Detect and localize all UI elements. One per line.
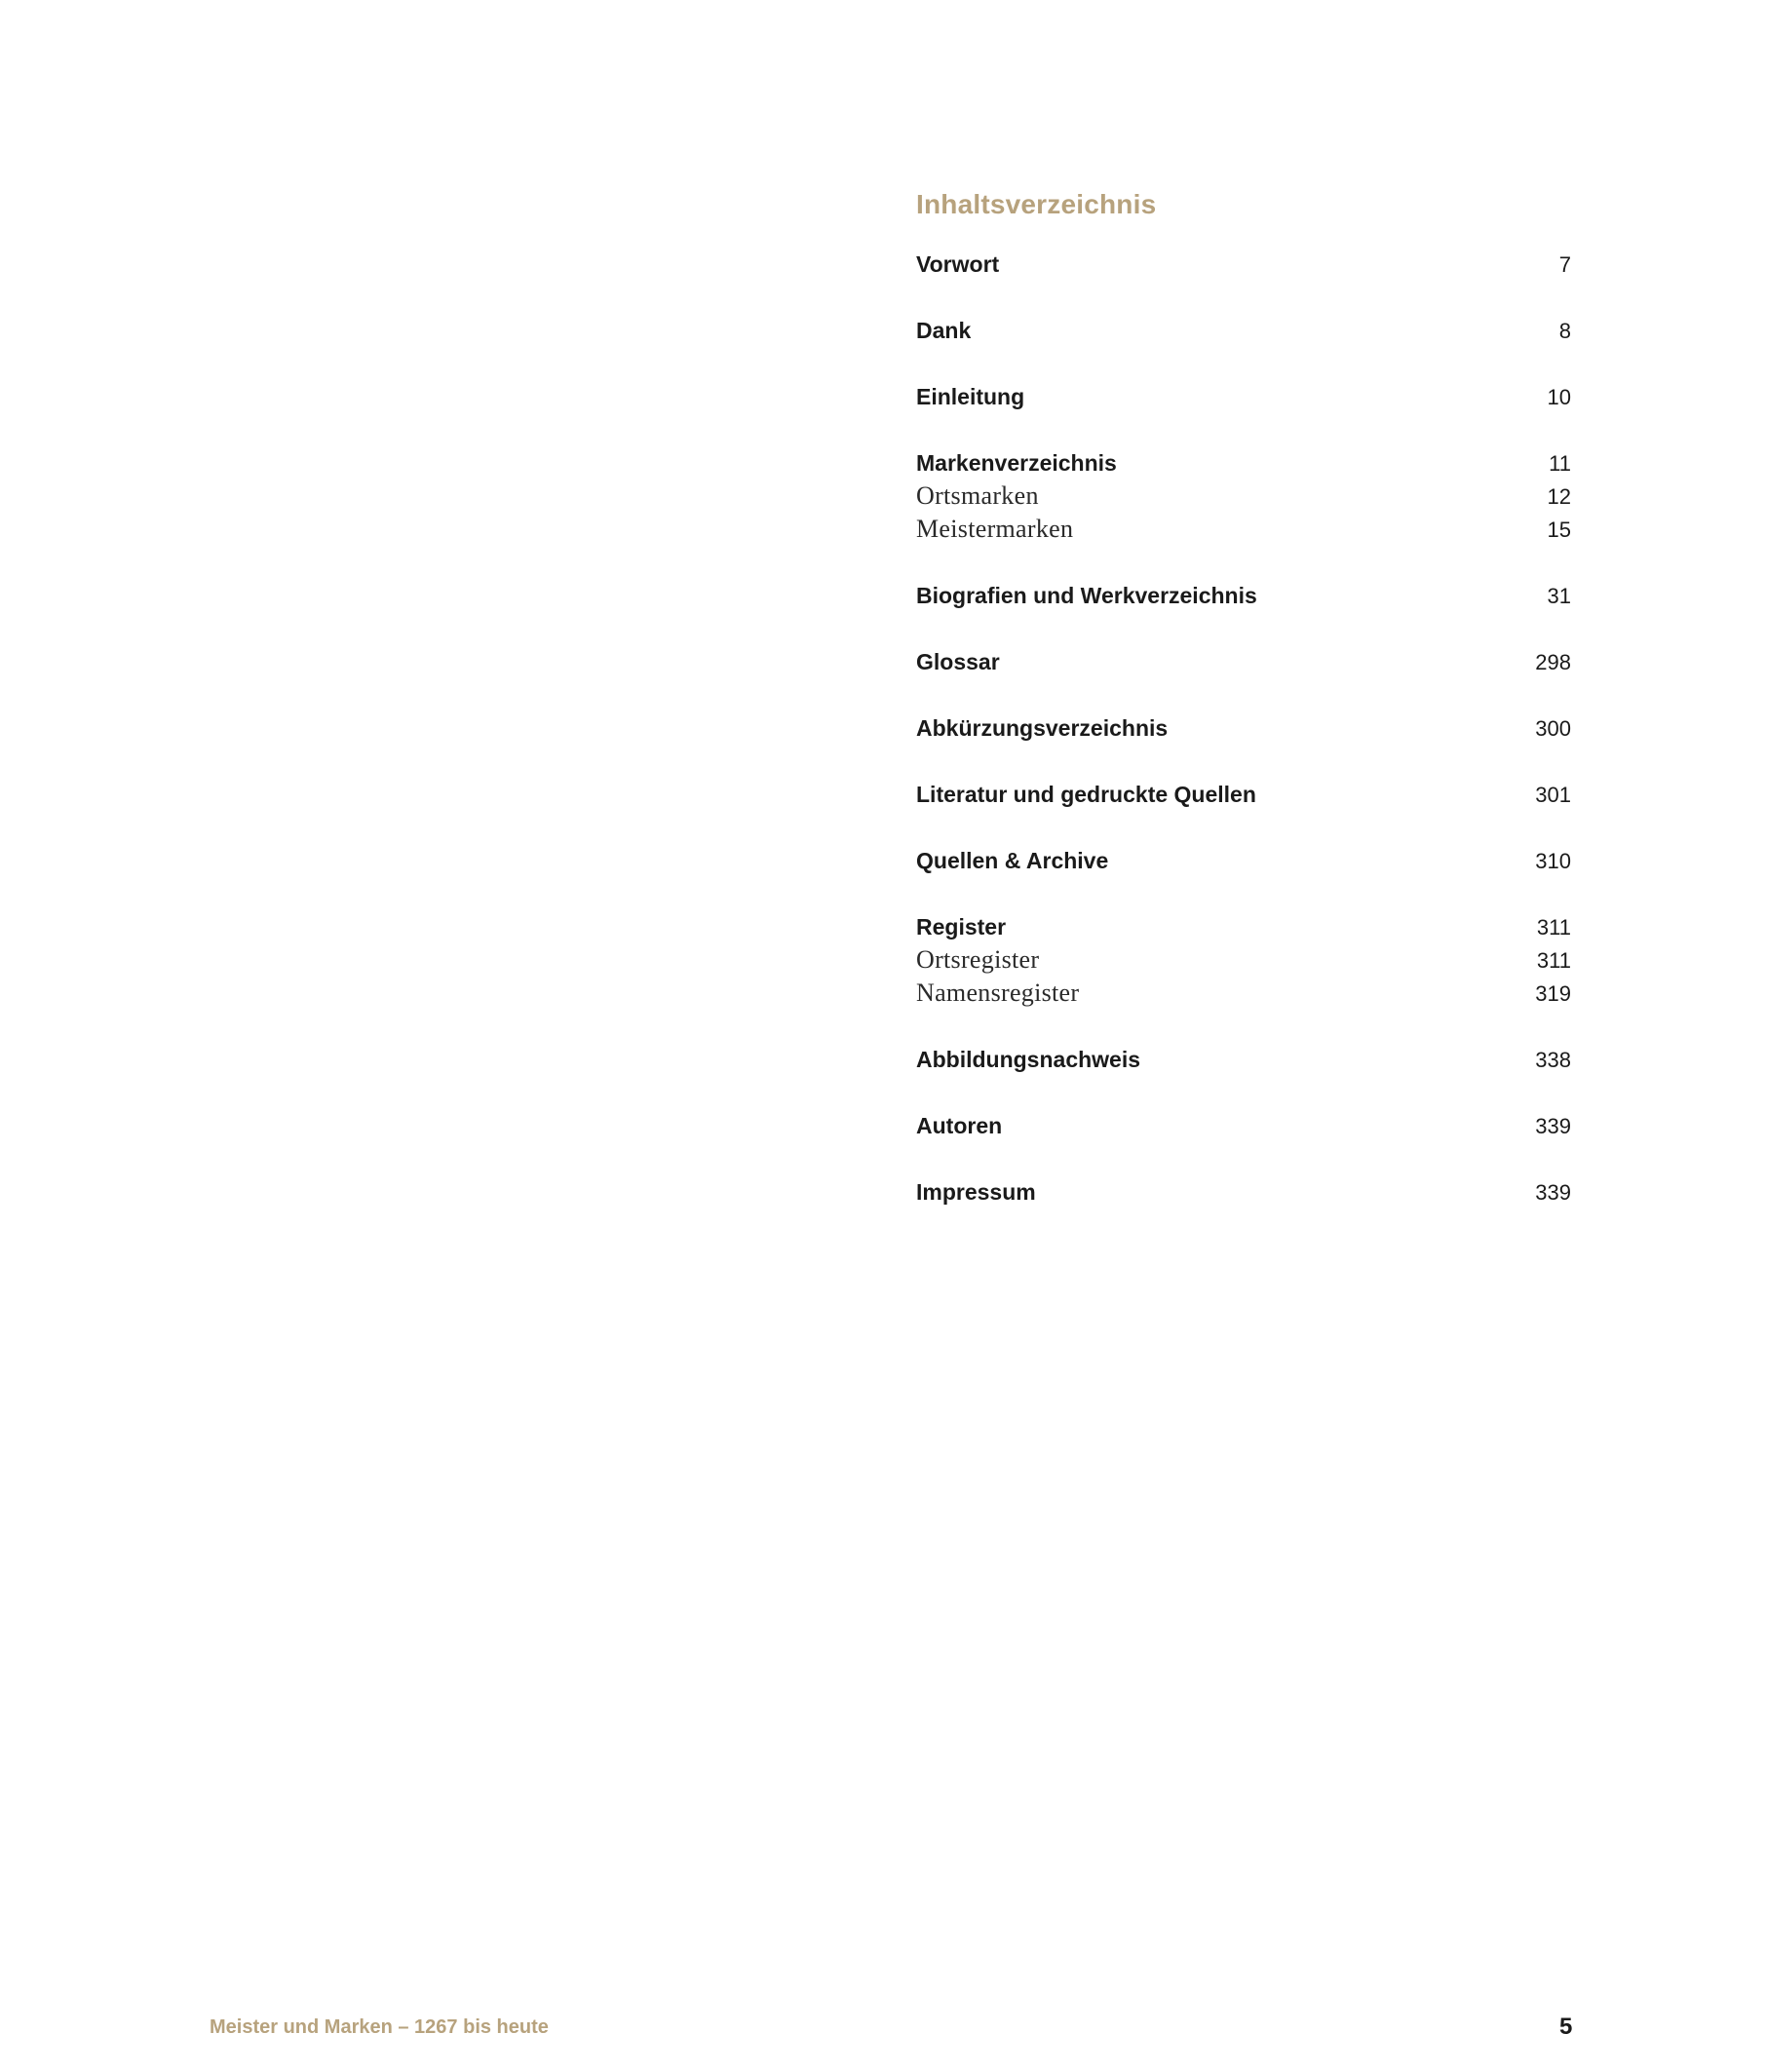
toc-group <box>916 248 1571 281</box>
toc-entries <box>916 248 1571 1209</box>
toc-entry-label: Quellen & Archive <box>916 848 1109 873</box>
toc-entry-label: Biografien und Werkverzeichnis <box>916 583 1257 608</box>
toc-entry-page: 31 <box>1547 584 1571 608</box>
toc-group <box>916 910 1571 1010</box>
toc-entry[interactable] <box>916 1109 1571 1142</box>
toc-entry-page: 338 <box>1535 1048 1571 1072</box>
toc-entry[interactable] <box>916 248 1571 281</box>
toc-entry[interactable] <box>916 1043 1571 1076</box>
toc-subentry[interactable] <box>916 513 1571 546</box>
toc-entry-label: Autoren <box>916 1113 1003 1138</box>
toc-entry-label: Ortsregister <box>916 945 1040 974</box>
toc-group <box>916 446 1571 546</box>
toc-entry-page: 11 <box>1549 451 1571 476</box>
toc-entry-page: 298 <box>1535 650 1571 674</box>
toc-group <box>916 778 1571 811</box>
table-of-contents <box>916 187 1571 1242</box>
toc-entry-label: Ortsmarken <box>916 481 1039 510</box>
toc-subentry[interactable] <box>916 943 1571 977</box>
toc-subentry[interactable] <box>916 480 1571 513</box>
toc-entry-label: Impressum <box>916 1179 1036 1205</box>
toc-entry[interactable] <box>916 1175 1571 1209</box>
toc-group <box>916 1175 1571 1209</box>
toc-entry-page: 12 <box>1547 484 1571 509</box>
toc-group <box>916 1109 1571 1142</box>
toc-entry-page: 8 <box>1558 319 1571 343</box>
toc-entry[interactable] <box>916 380 1571 413</box>
toc-group <box>916 844 1571 877</box>
toc-group <box>916 645 1571 678</box>
footer-book-title: Meister und Marken – 1267 bis heute <box>210 2016 549 2038</box>
footer-page-number: 5 <box>1559 2014 1573 2040</box>
toc-entry-label: Markenverzeichnis <box>916 450 1117 476</box>
toc-entry-label: Namensregister <box>916 978 1080 1007</box>
toc-group <box>916 314 1571 347</box>
toc-entry-label: Einleitung <box>916 384 1025 409</box>
toc-entry-page: 311 <box>1536 948 1571 973</box>
toc-entry[interactable] <box>916 579 1571 612</box>
toc-group <box>916 711 1571 745</box>
toc-entry-page: 10 <box>1547 385 1571 409</box>
toc-entry-page: 319 <box>1535 981 1571 1006</box>
toc-entry-label: Vorwort <box>916 251 1000 277</box>
toc-group <box>916 579 1571 612</box>
toc-entry[interactable] <box>916 844 1571 877</box>
toc-title: Inhaltsverzeichnis <box>916 189 1157 219</box>
toc-entry-label: Abbildungsnachweis <box>916 1047 1141 1072</box>
toc-entry-label: Dank <box>916 318 972 343</box>
toc-entry-page: 339 <box>1535 1180 1571 1205</box>
toc-entry[interactable] <box>916 446 1571 480</box>
toc-entry-page: 300 <box>1535 716 1571 741</box>
toc-entry[interactable] <box>916 711 1571 745</box>
toc-entry-page: 339 <box>1535 1114 1571 1138</box>
toc-subentry[interactable] <box>916 977 1571 1010</box>
toc-entry[interactable] <box>916 314 1571 347</box>
toc-entry-page: 15 <box>1547 518 1571 542</box>
toc-entry[interactable] <box>916 645 1571 678</box>
toc-group <box>916 380 1571 413</box>
toc-entry-label: Glossar <box>916 649 1000 674</box>
toc-entry-page: 301 <box>1535 783 1571 807</box>
toc-entry-label: Meistermarken <box>916 515 1074 543</box>
toc-entry-page: 310 <box>1535 849 1571 873</box>
toc-entry-label: Register <box>916 914 1007 940</box>
toc-group <box>916 1043 1571 1076</box>
toc-entry-label: Literatur und gedruckte Quellen <box>916 782 1256 807</box>
toc-entry-page: 7 <box>1558 252 1571 277</box>
toc-entry-label: Abkürzungsverzeichnis <box>916 715 1169 741</box>
toc-entry-page: 311 <box>1536 915 1571 940</box>
toc-entry[interactable] <box>916 910 1571 943</box>
toc-entry[interactable] <box>916 778 1571 811</box>
